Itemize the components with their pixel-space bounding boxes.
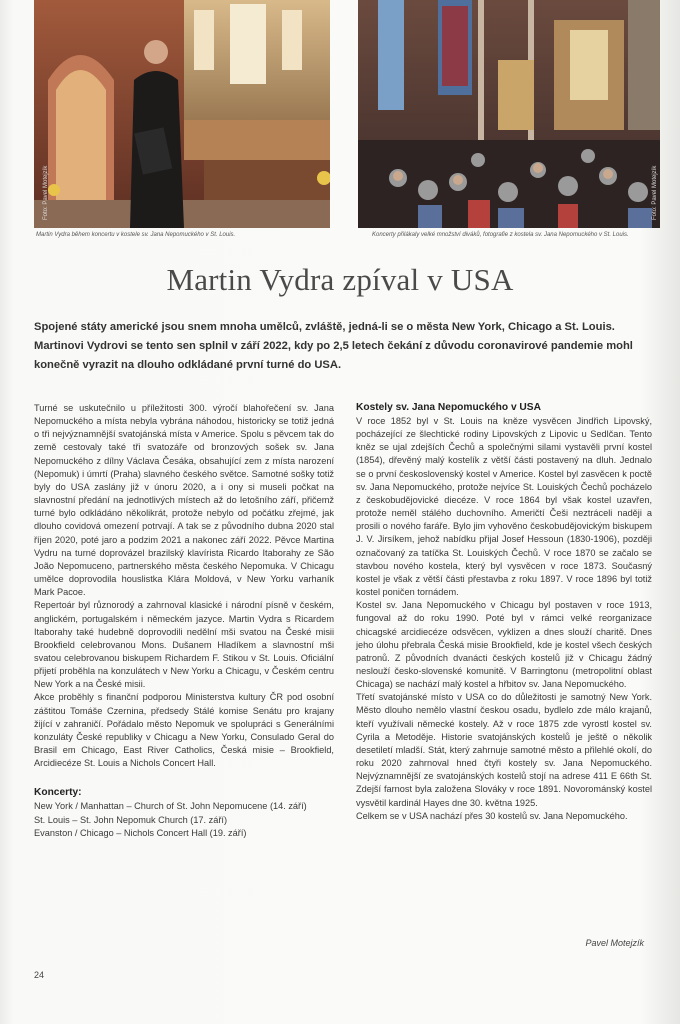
churches-heading: Kostely sv. Jana Nepomuckého v USA [356, 402, 541, 413]
left-paragraph: Turné se uskutečnilo u příležitosti 300. výročí blahořečení sv. Jana Nepomuckého a místa nebyla vybrána náhodou, historicky se totiž jedná o tři nejvýznamnější svatojánská místa v Americe. Spolu s pěvcem tak do země cestovaly také tři svatozáře od bronzových sošek sv. Jana Nepomuckého z dílny Václava Česáka, obsahující zem z místa narození (Nepomuk) i úmrtí (Praha) slavného českého světce. Samotné sošky totiž byly do USA zaslány již v únoru 2020, a i ony si museli počkat na slavnostní předání na jednotlivých místech až do letošního září, přičemž turné bylo odkládáno několikrát, protože nebylo od počátku zřejmé, jak dlouho covidová omezení potrvají. A tak se z původního dubna 2020 stal říjen 2020, poté jaro a podzim 2021 a nakonec září 2022. Pěvce Martina Vydru na turné doprovázel brazilský klavírista Ricardo Itaborahy ze São João Nepomuceno, partnerského města českého Nepomuka. V Chicagu umělce doprovodila houslistka Klára Moldová, v New Yorku varhaník Mark Pacoe. [34, 403, 334, 598]
photo-caption-right: Koncerty přilákaly velké množství diváků, fotografie z kostela sv. Jana Nepomuckého v St. Louis. [372, 232, 629, 238]
right-column [356, 401, 652, 823]
article-title: Martin Vydra zpíval v USA [166, 262, 514, 297]
photo-caption-left: Martin Vydra během koncertu v kostele sv. Jana Nepomuckého v St. Louis. [36, 232, 236, 238]
audience-photo-image [358, 0, 660, 228]
right-paragraph: Kostel sv. Jana Nepomuckého v Chicagu byl postaven v roce 1913, fungoval až do roku 1990. Poté byl v rámci velké reorganizace chicagské arcidiecéze odsvěcen, vyklizen a dnes slouží charitě. Dnes jeho úlohu přebrala Česká misie Brookfield, kde je kostel všech českých patronů. Z původních dvanácti českých kostelů již v Chicagu žádný neslouží česko-slovenské komunitě. V Barringtonu (metropolitní oblast Chicaga) se nachází malý kostel a hřbitov sv. Jana Nepomuckého. [356, 600, 652, 690]
right-paragraph: V roce 1852 byl v St. Louis na kněze vysvěcen Jindřich Lipovský, pocházející ze šlechtické rodiny Lipovských z Lipovic u Sedlčan. Tento kněz se ujal zdejších Čechů a společnými silami vystavěli první kostel (1854), dřevěný malý kostelík z větší části postavený na dluh. Jednalo se o první československý kostel v Americe. Kostel byl zasvěcen k poctě sv. Jana Nepomuckého, protože nejvíce St. Louiských Čechů pocházelo z českobudějovické diecéze. V roce 1864 byl však kostel uzavřen, protože neměl stálého duchovního. Američtí Češi neztráceli naději a prosili o nového faráře. Bylo jim vyhověno českobudějovickým biskupem J. V. Jirsíkem, jehož nabídku přijal Josef Hessoun (1830-1906), později označovaný za tatíčka St. Louiských Čechů. V roce 1870 se začalo se stavbou nového kostela, který byl vysvěcen v roce 1873. Současný kostel je však z větší části přestavba z roku 1897. V roce 1896 byl totiž kostel poničen tornádem. [356, 416, 652, 598]
concert-item: New York / Manhattan – Church of St. John Nepomucene (14. září) [34, 801, 307, 812]
photo-credit-right: Foto: Pavel Motejzík [652, 165, 658, 220]
right-paragraph: Celkem se v USA nachází přes 30 kostelů sv. Jana Nepomuckého. [356, 810, 628, 821]
page-number: 24 [34, 970, 45, 980]
photo-credit-left: Foto: Pavel Motejzík [43, 165, 49, 220]
article-lead: Spojené státy americké jsou snem mnoha umělců, zvláště, jedná-li se o města New York, Chicago a St. Louis. Martinovi Vydrovi se tento sen splnil v září 2022, kdy po 2,5 letech čekání z důvodu coronavirové pandemie mohl konečně vyrazit na dlouho odkládané první turné do USA. [34, 321, 633, 371]
concert-item: St. Louis – St. John Nepomuk Church (17. září) [34, 814, 228, 825]
singer-photo-image [34, 0, 330, 228]
concerts-heading: Koncerty: [34, 787, 82, 799]
left-column [34, 402, 334, 840]
photo-singer [34, 0, 330, 228]
left-paragraph: Repertoár byl různorodý a zahrnoval klasické i národní písně v českém, anglickém, portugalském i německém jazyce. Martin Vydra s Ricardem Itaborahy také hudebně doprovodili nedělní mši svatou na České misii Brookfield celebrovanou Mons. Dušanem Hladíkem a slavnostní mši svatou celebrovanou biskupem Richardem F. Stikou v St. Louis. Oficiální přijetí proběhla na konzulátech v New Yorku a Chicagu, v Českém centru New York a na České misii. [34, 600, 334, 690]
concert-item: Evanston / Chicago – Nichols Concert Hall (19. září) [34, 827, 247, 838]
right-paragraph: Třetí svatojánské místo v USA co do důležitosti je samotný New York. Město dlouho nemělo vlastní českou osadu, bydlelo zde málo krajanů, kteří využívali německé kostely. Až v roce 1875 zde vyrostl kostel sv. Cyrila a Metoděje. Historie svatojánských kostelů je ještě o několik desetiletí mladší. Stát, který zahrnuje samotné město a přilehlé okolí, do roku 2020 zahrnoval hned čtyři kostely sv. Jana Nepomuckého. Nejvýznamnější ze svatojánských kostelů stojí na adrese 411 E 66th St. Zdejší farnost byla založena Slováky v roce 1891. Novorománský kostel vysvětil kardinál Hayes dne 30. května 1925. [356, 692, 652, 808]
article-author: Pavel Motejzík [585, 938, 644, 948]
photo-audience [358, 0, 660, 228]
left-paragraph: Akce proběhly s finanční podporou Ministerstva kultury ČR pod osobní záštitou Tomáše Czernina, předsedy Stálé komise Senátu pro krajany žijící v zahraničí. Pořádalo město Nepomuk ve spolupráci s Generálními konzuláty České republiky v Chicagu a New Yorku, Consulado Geral do Brasil em Chicago, East River Catholics, Česká misie – Brookfield, Arcidiecéze St. Louis a Nichols Concert Hall. [34, 692, 334, 769]
